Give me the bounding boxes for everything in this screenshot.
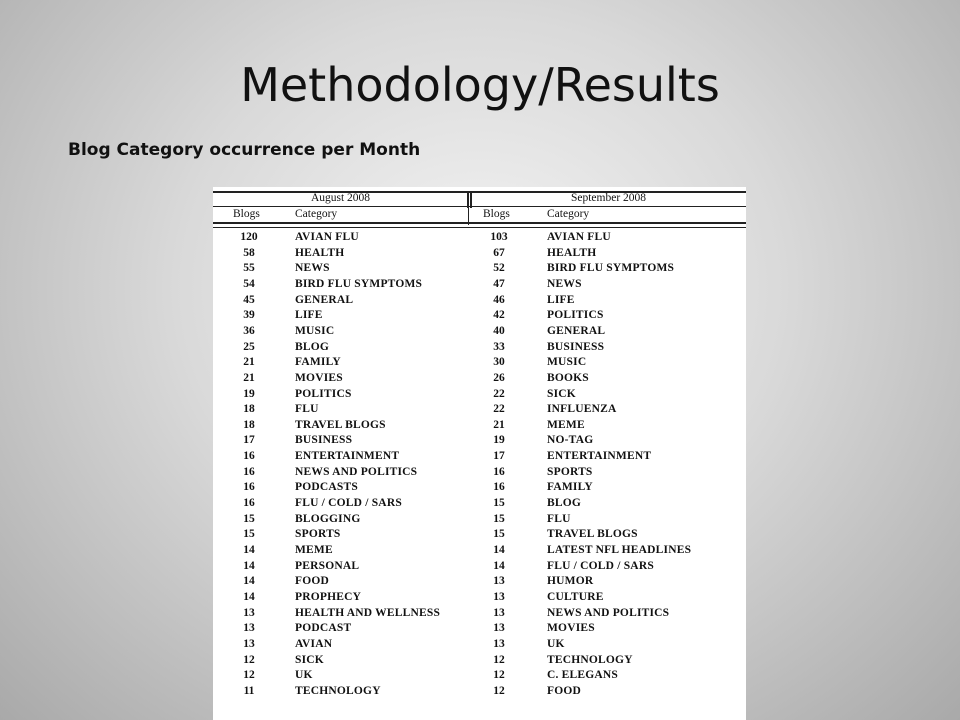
category-aug: MUSIC (295, 324, 335, 337)
category-aug: SICK (295, 653, 324, 666)
blog-count-aug: 55 (243, 262, 255, 275)
blog-count-aug: 16 (243, 481, 255, 494)
category-sep: BIRD FLU SYMPTOMS (547, 262, 675, 275)
category-sep: BUSINESS (547, 340, 605, 353)
category-aug: FLU (295, 403, 319, 416)
blog-count-aug: 45 (243, 293, 255, 306)
month-header-august: August 2008 (310, 192, 371, 204)
category-aug: AVIAN (295, 637, 333, 650)
blog-count-sep: 13 (493, 575, 505, 588)
category-aug: LIFE (295, 309, 323, 322)
blog-count-sep: 13 (493, 637, 505, 650)
category-aug: PODCASTS (295, 481, 358, 494)
blog-count-sep: 30 (493, 356, 505, 369)
blog-count-sep: 12 (493, 669, 505, 682)
blog-count-aug: 54 (243, 277, 255, 290)
blog-count-aug: 21 (243, 371, 255, 384)
blog-count-sep: 13 (493, 622, 505, 635)
col-header-category-sep: Category (547, 208, 590, 220)
category-aug: AVIAN FLU (295, 231, 359, 243)
category-aug: BLOGGING (295, 512, 361, 525)
blog-count-sep: 15 (493, 497, 505, 510)
category-aug: MEME (295, 544, 333, 556)
blog-count-sep: 15 (493, 528, 505, 541)
category-sep: NEWS (547, 277, 582, 290)
blog-count-aug: 13 (243, 637, 255, 650)
category-sep: CULTURE (547, 590, 604, 603)
blog-count-aug: 39 (243, 309, 255, 322)
blog-count-sep: 21 (493, 418, 505, 431)
category-sep: LIFE (547, 293, 575, 306)
category-sep: GENERAL (547, 324, 606, 337)
blog-count-aug: 13 (243, 606, 255, 619)
category-sep: AVIAN FLU (547, 231, 611, 243)
category-aug: FAMILY (295, 356, 341, 369)
category-sep: NEWS AND POLITICS (547, 606, 670, 619)
category-sep: HEALTH (547, 246, 597, 259)
col-header-category-aug: Category (295, 208, 338, 220)
category-aug: UK (295, 669, 313, 682)
blog-count-aug: 58 (243, 246, 255, 259)
blog-count-sep: 14 (493, 559, 505, 572)
blog-count-sep: 26 (493, 371, 505, 384)
blog-count-sep: 17 (493, 450, 505, 463)
category-aug: HEALTH AND WELLNESS (295, 606, 441, 619)
category-sep: LATEST NFL HEADLINES (547, 544, 692, 556)
category-aug: PERSONAL (295, 559, 360, 572)
category-aug: TECHNOLOGY (295, 684, 381, 697)
blog-count-sep: 19 (493, 434, 505, 447)
category-sep: MEME (547, 418, 585, 431)
blog-count-sep: 14 (493, 544, 505, 556)
blog-count-sep: 33 (493, 340, 505, 353)
blog-count-aug: 12 (243, 653, 255, 666)
blog-count-aug: 11 (243, 684, 255, 697)
blog-count-sep: 16 (493, 465, 505, 478)
blog-count-aug: 120 (240, 231, 258, 243)
blog-count-sep: 13 (493, 606, 505, 619)
category-aug: MOVIES (295, 371, 343, 384)
category-sep: TRAVEL BLOGS (547, 528, 638, 541)
month-header-september: September 2008 (570, 192, 647, 204)
category-sep: MUSIC (547, 356, 587, 369)
category-aug: FLU / COLD / SARS (295, 497, 402, 510)
category-aug: BIRD FLU SYMPTOMS (295, 277, 423, 290)
blog-count-sep: 103 (490, 231, 508, 243)
blog-count-aug: 16 (243, 497, 255, 510)
blog-count-aug: 16 (243, 450, 255, 463)
category-aug: PROPHECY (295, 590, 362, 603)
category-aug: GENERAL (295, 293, 354, 306)
category-sep: ENTERTAINMENT (547, 450, 652, 463)
category-sep: FLU (547, 512, 571, 525)
category-sep: INFLUENZA (547, 403, 617, 416)
category-sep: FOOD (547, 684, 582, 697)
slide-subtitle: Blog Category occurrence per Month (68, 140, 421, 160)
slide-title: Methodology/Results (240, 58, 720, 112)
blog-count-aug: 12 (243, 669, 255, 682)
blog-count-sep: 16 (493, 481, 505, 494)
blog-count-sep: 22 (493, 403, 505, 416)
blog-count-aug: 14 (243, 544, 255, 556)
category-aug: NEWS (295, 262, 330, 275)
category-sep: BLOG (547, 497, 582, 510)
blog-count-sep: 47 (493, 277, 505, 290)
category-sep: BOOKS (547, 371, 589, 384)
category-sep: UK (547, 637, 565, 650)
blog-count-sep: 40 (493, 324, 505, 337)
col-header-blogs-aug: Blogs (233, 208, 260, 220)
category-aug: TRAVEL BLOGS (295, 418, 386, 431)
category-sep: NO-TAG (547, 434, 594, 447)
column-divider (468, 207, 469, 225)
category-aug: POLITICS (295, 387, 352, 400)
blog-count-aug: 14 (243, 590, 255, 603)
category-sep: FLU / COLD / SARS (547, 559, 654, 572)
category-sep: TECHNOLOGY (547, 653, 633, 666)
category-aug: BLOG (295, 340, 330, 353)
blog-count-aug: 19 (243, 387, 255, 400)
blog-count-sep: 15 (493, 512, 505, 525)
blog-count-sep: 12 (493, 684, 505, 697)
blog-count-aug: 16 (243, 465, 255, 478)
blog-count-aug: 21 (243, 356, 255, 369)
blog-count-sep: 13 (493, 590, 505, 603)
blog-count-aug: 18 (243, 403, 255, 416)
category-aug: ENTERTAINMENT (295, 450, 400, 463)
blog-count-aug: 15 (243, 528, 255, 541)
month-header-rule (213, 206, 746, 207)
blog-count-aug: 36 (243, 324, 255, 337)
category-aug: FOOD (295, 575, 330, 588)
category-aug: PODCAST (295, 622, 352, 635)
col-header-blogs-sep: Blogs (483, 208, 510, 220)
category-sep: C. ELEGANS (547, 669, 619, 682)
column-header-rule (213, 222, 746, 224)
category-sep: HUMOR (547, 575, 594, 588)
column-header-rule-2 (213, 227, 746, 228)
category-sep: SICK (547, 387, 576, 400)
blog-count-aug: 14 (243, 575, 255, 588)
blog-category-table (213, 187, 746, 720)
blog-count-sep: 22 (493, 387, 505, 400)
blog-count-sep: 42 (493, 309, 505, 322)
category-sep: MOVIES (547, 622, 595, 635)
category-sep: POLITICS (547, 309, 604, 322)
blog-count-sep: 52 (493, 262, 505, 275)
blog-count-aug: 18 (243, 418, 255, 431)
blog-count-aug: 13 (243, 622, 255, 635)
category-aug: NEWS AND POLITICS (295, 465, 418, 478)
blog-count-sep: 12 (493, 653, 505, 666)
category-aug: BUSINESS (295, 434, 353, 447)
blog-count-aug: 15 (243, 512, 255, 525)
category-aug: HEALTH (295, 246, 345, 259)
blog-count-aug: 14 (243, 559, 255, 572)
category-sep: FAMILY (547, 481, 593, 494)
blog-count-aug: 25 (243, 340, 255, 353)
blog-count-aug: 17 (243, 434, 255, 447)
category-aug: SPORTS (295, 528, 341, 541)
blog-count-sep: 67 (493, 246, 505, 259)
blog-count-sep: 46 (493, 293, 505, 306)
category-sep: SPORTS (547, 465, 593, 478)
